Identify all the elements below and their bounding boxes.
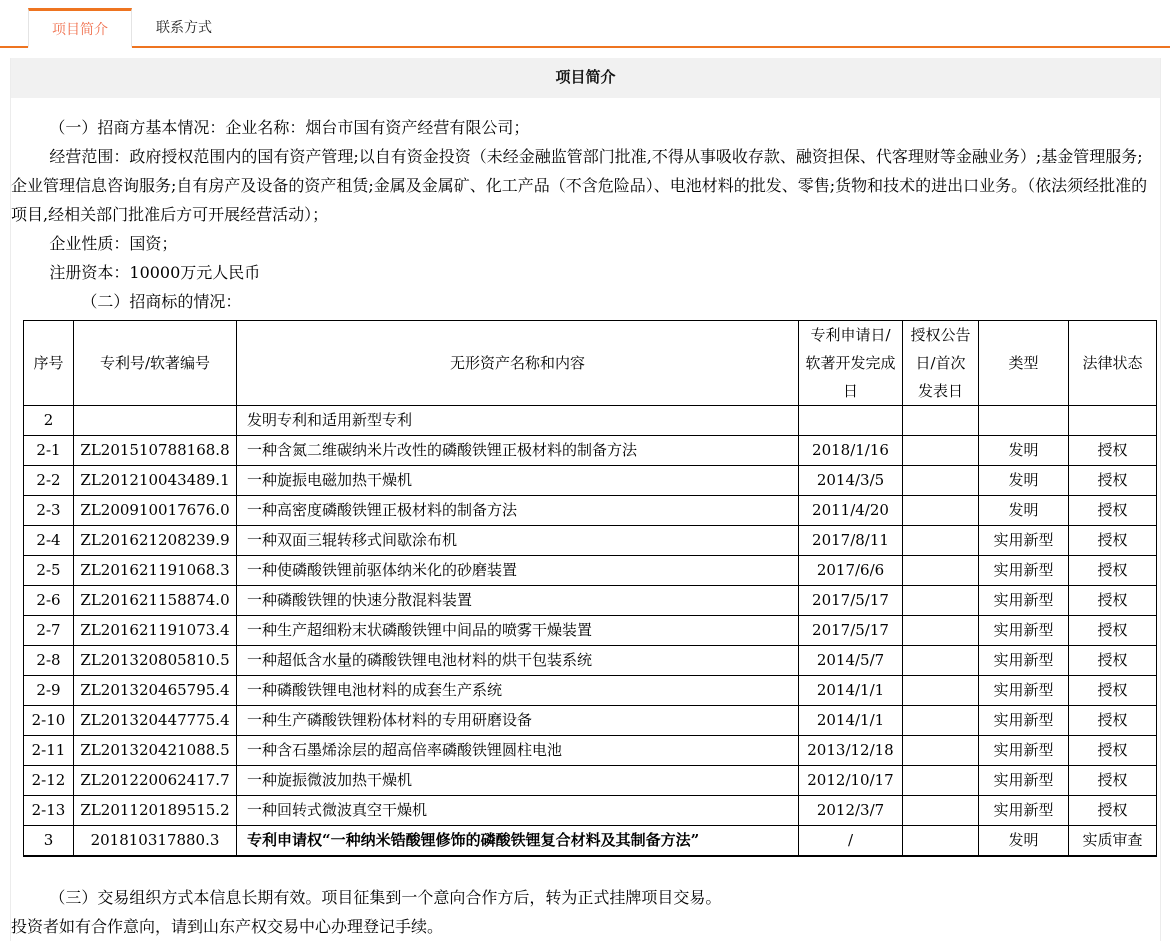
table-cell: ZL201220062417.7 bbox=[74, 766, 237, 796]
table-cell: 一种旋振电磁加热干燥机 bbox=[237, 466, 799, 496]
patent-table-body bbox=[24, 406, 1157, 857]
table-cell: 实用新型 bbox=[979, 766, 1069, 796]
table-cell bbox=[979, 406, 1069, 436]
table-cell: 一种生产超细粉末状磷酸铁锂中间品的喷雾干燥装置 bbox=[237, 616, 799, 646]
table-cell: 2017/6/6 bbox=[799, 556, 903, 586]
column-header-publish-date: 授权公告日/首次发表日 bbox=[903, 321, 979, 406]
table-cell: 授权 bbox=[1069, 466, 1157, 496]
table-cell: ZL201320465795.4 bbox=[74, 676, 237, 706]
table-cell: 2-3 bbox=[24, 496, 74, 526]
table-cell: 2 bbox=[24, 406, 74, 436]
table-cell: 发明专利和适用新型专利 bbox=[237, 406, 799, 436]
table-cell: 2012/10/17 bbox=[799, 766, 903, 796]
section-title-bar bbox=[11, 58, 1160, 98]
table-cell: 一种使磷酸铁锂前驱体纳米化的砂磨装置 bbox=[237, 556, 799, 586]
table-cell: 2012/3/7 bbox=[799, 796, 903, 826]
table-row bbox=[24, 826, 1157, 857]
table-cell: 2-11 bbox=[24, 736, 74, 766]
table-cell: / bbox=[799, 826, 903, 857]
table-cell: 实用新型 bbox=[979, 556, 1069, 586]
table-cell: 一种磷酸铁锂电池材料的成套生产系统 bbox=[237, 676, 799, 706]
table-cell: ZL201621191073.4 bbox=[74, 616, 237, 646]
table-cell: 发明 bbox=[979, 466, 1069, 496]
table-cell: 2017/8/11 bbox=[799, 526, 903, 556]
table-row bbox=[24, 676, 1157, 706]
table-cell bbox=[903, 436, 979, 466]
table-cell: 2-10 bbox=[24, 706, 74, 736]
column-header-type: 类型 bbox=[979, 321, 1069, 406]
paragraph-company-basic: （一）招商方基本情况：企业名称：烟台市国有资产经营有限公司； bbox=[49, 118, 530, 137]
table-cell: ZL201621158874.0 bbox=[74, 586, 237, 616]
paragraph-transaction-method: （三）交易组织方式本信息长期有效。项目征集到一个意向合作方后，转为正式挂牌项目交易。 bbox=[49, 888, 722, 907]
table-cell: 一种回转式微波真空干燥机 bbox=[237, 796, 799, 826]
table-cell: 授权 bbox=[1069, 496, 1157, 526]
table-cell: 2011/4/20 bbox=[799, 496, 903, 526]
table-cell: 2014/1/1 bbox=[799, 676, 903, 706]
table-cell: 实用新型 bbox=[979, 676, 1069, 706]
table-row bbox=[24, 406, 1157, 436]
table-cell: 授权 bbox=[1069, 796, 1157, 826]
project-intro-content bbox=[11, 98, 1160, 941]
table-cell bbox=[903, 466, 979, 496]
table-cell: 一种磷酸铁锂的快速分散混料装置 bbox=[237, 586, 799, 616]
table-cell bbox=[903, 676, 979, 706]
table-cell bbox=[1069, 406, 1157, 436]
table-header-row bbox=[24, 321, 1157, 406]
table-cell bbox=[903, 736, 979, 766]
table-cell: 实用新型 bbox=[979, 616, 1069, 646]
table-cell bbox=[903, 766, 979, 796]
table-cell: 一种双面三辊转移式间歇涂布机 bbox=[237, 526, 799, 556]
table-cell: 201810317880.3 bbox=[74, 826, 237, 857]
table-cell: 授权 bbox=[1069, 646, 1157, 676]
table-cell: 发明 bbox=[979, 496, 1069, 526]
table-row bbox=[24, 646, 1157, 676]
column-header-apply-date: 专利申请日/软著开发完成日 bbox=[799, 321, 903, 406]
table-cell: 2-8 bbox=[24, 646, 74, 676]
column-header-asset-name: 无形资产名称和内容 bbox=[237, 321, 799, 406]
table-cell bbox=[903, 526, 979, 556]
table-cell bbox=[903, 706, 979, 736]
table-cell bbox=[903, 796, 979, 826]
section-title: 项目简介 bbox=[555, 69, 616, 86]
table-row bbox=[24, 526, 1157, 556]
column-header-legal-status: 法律状态 bbox=[1069, 321, 1157, 406]
table-cell: 实用新型 bbox=[979, 736, 1069, 766]
table-cell: ZL201621208239.9 bbox=[74, 526, 237, 556]
table-row bbox=[24, 436, 1157, 466]
table-row bbox=[24, 616, 1157, 646]
table-cell: 授权 bbox=[1069, 556, 1157, 586]
paragraph-registered-capital: 注册资本：10000万元人民币 bbox=[49, 263, 261, 282]
table-cell: ZL201320805810.5 bbox=[74, 646, 237, 676]
table-cell: 2017/5/17 bbox=[799, 616, 903, 646]
table-cell: 授权 bbox=[1069, 676, 1157, 706]
table-cell: 2014/5/7 bbox=[799, 646, 903, 676]
paragraph-target-heading: （二）招商标的情况： bbox=[81, 292, 242, 311]
paragraph-investor-note: 投资者如有合作意向，请到山东产权交易中心办理登记手续。 bbox=[11, 917, 444, 936]
table-cell: 2-7 bbox=[24, 616, 74, 646]
tab-contact-info[interactable] bbox=[132, 8, 236, 46]
paragraph-business-scope: 经营范围：政府授权范围内的国有资产管理;以自有资金投资（未经金融监管部门批准,不得从事吸收存款、融资担保、代客理财等金融业务）;基金管理服务;企业管理信息咨询服务;自有房产及设备的资产租赁;金属及金属矿、化工产品（不含危险品）、电池材料的批发、零售;货物和技术的进出口业务。（依法须经批准的项目,经相关部门批准后方可开展经营活动）； bbox=[11, 147, 1148, 224]
table-cell: 实用新型 bbox=[979, 586, 1069, 616]
table-cell bbox=[903, 406, 979, 436]
table-cell bbox=[903, 496, 979, 526]
table-cell: 2017/5/17 bbox=[799, 586, 903, 616]
table-cell bbox=[903, 616, 979, 646]
table-cell: ZL201210043489.1 bbox=[74, 466, 237, 496]
table-cell: 2-12 bbox=[24, 766, 74, 796]
table-cell: 授权 bbox=[1069, 706, 1157, 736]
table-cell: 授权 bbox=[1069, 586, 1157, 616]
column-header-no: 序号 bbox=[24, 321, 74, 406]
table-cell: 2013/12/18 bbox=[799, 736, 903, 766]
table-cell: 实用新型 bbox=[979, 706, 1069, 736]
table-cell: 2-4 bbox=[24, 526, 74, 556]
table-row bbox=[24, 496, 1157, 526]
table-cell: 实用新型 bbox=[979, 796, 1069, 826]
table-cell: 授权 bbox=[1069, 616, 1157, 646]
table-cell bbox=[903, 826, 979, 857]
table-cell: 发明 bbox=[979, 826, 1069, 857]
table-cell: ZL201120189515.2 bbox=[74, 796, 237, 826]
table-cell bbox=[799, 406, 903, 436]
table-cell: 发明 bbox=[979, 436, 1069, 466]
table-cell: 2-9 bbox=[24, 676, 74, 706]
table-cell: ZL201510788168.8 bbox=[74, 436, 237, 466]
table-cell: 一种生产磷酸铁锂粉体材料的专用研磨设备 bbox=[237, 706, 799, 736]
table-row bbox=[24, 796, 1157, 826]
project-intro-panel bbox=[10, 58, 1161, 941]
table-cell: 一种旋振微波加热干燥机 bbox=[237, 766, 799, 796]
tab-bar bbox=[0, 0, 1170, 48]
table-cell: 一种含氮二维碳纳米片改性的磷酸铁锂正极材料的制备方法 bbox=[237, 436, 799, 466]
patent-table bbox=[23, 320, 1157, 857]
table-cell: 2-2 bbox=[24, 466, 74, 496]
table-row bbox=[24, 586, 1157, 616]
table-cell: 2-1 bbox=[24, 436, 74, 466]
table-row bbox=[24, 466, 1157, 496]
table-cell: 授权 bbox=[1069, 526, 1157, 556]
table-cell: 授权 bbox=[1069, 436, 1157, 466]
table-cell: ZL200910017676.0 bbox=[74, 496, 237, 526]
table-cell: 2-6 bbox=[24, 586, 74, 616]
table-row bbox=[24, 736, 1157, 766]
table-cell: 实用新型 bbox=[979, 646, 1069, 676]
table-cell: 实用新型 bbox=[979, 526, 1069, 556]
table-cell: 一种超低含水量的磷酸铁锂电池材料的烘干包装系统 bbox=[237, 646, 799, 676]
table-cell: ZL201621191068.3 bbox=[74, 556, 237, 586]
table-cell bbox=[74, 406, 237, 436]
table-cell: 2-13 bbox=[24, 796, 74, 826]
tab-contact-info-label: 联系方式 bbox=[156, 19, 212, 35]
table-cell bbox=[903, 586, 979, 616]
table-row bbox=[24, 766, 1157, 796]
table-cell: 实质审查 bbox=[1069, 826, 1157, 857]
table-row bbox=[24, 706, 1157, 736]
table-cell: 授权 bbox=[1069, 766, 1157, 796]
table-cell bbox=[903, 646, 979, 676]
table-cell: 2-5 bbox=[24, 556, 74, 586]
table-cell: ZL201320421088.5 bbox=[74, 736, 237, 766]
column-header-patent-no: 专利号/软著编号 bbox=[74, 321, 237, 406]
table-cell: 一种含石墨烯涂层的超高倍率磷酸铁锂圆柱电池 bbox=[237, 736, 799, 766]
table-cell: 授权 bbox=[1069, 736, 1157, 766]
paragraph-company-nature: 企业性质：国资； bbox=[49, 234, 178, 253]
table-cell: 3 bbox=[24, 826, 74, 857]
table-cell: 专利申请权“一种纳米锆酸锂修饰的磷酸铁锂复合材料及其制备方法” bbox=[237, 826, 799, 857]
tab-project-intro[interactable] bbox=[28, 8, 132, 48]
table-cell: 一种高密度磷酸铁锂正极材料的制备方法 bbox=[237, 496, 799, 526]
table-cell: 2018/1/16 bbox=[799, 436, 903, 466]
table-row bbox=[24, 556, 1157, 586]
table-cell: 2014/3/5 bbox=[799, 466, 903, 496]
table-cell bbox=[903, 556, 979, 586]
table-cell: 2014/1/1 bbox=[799, 706, 903, 736]
tab-project-intro-label: 项目简介 bbox=[52, 21, 108, 37]
table-cell: ZL201320447775.4 bbox=[74, 706, 237, 736]
